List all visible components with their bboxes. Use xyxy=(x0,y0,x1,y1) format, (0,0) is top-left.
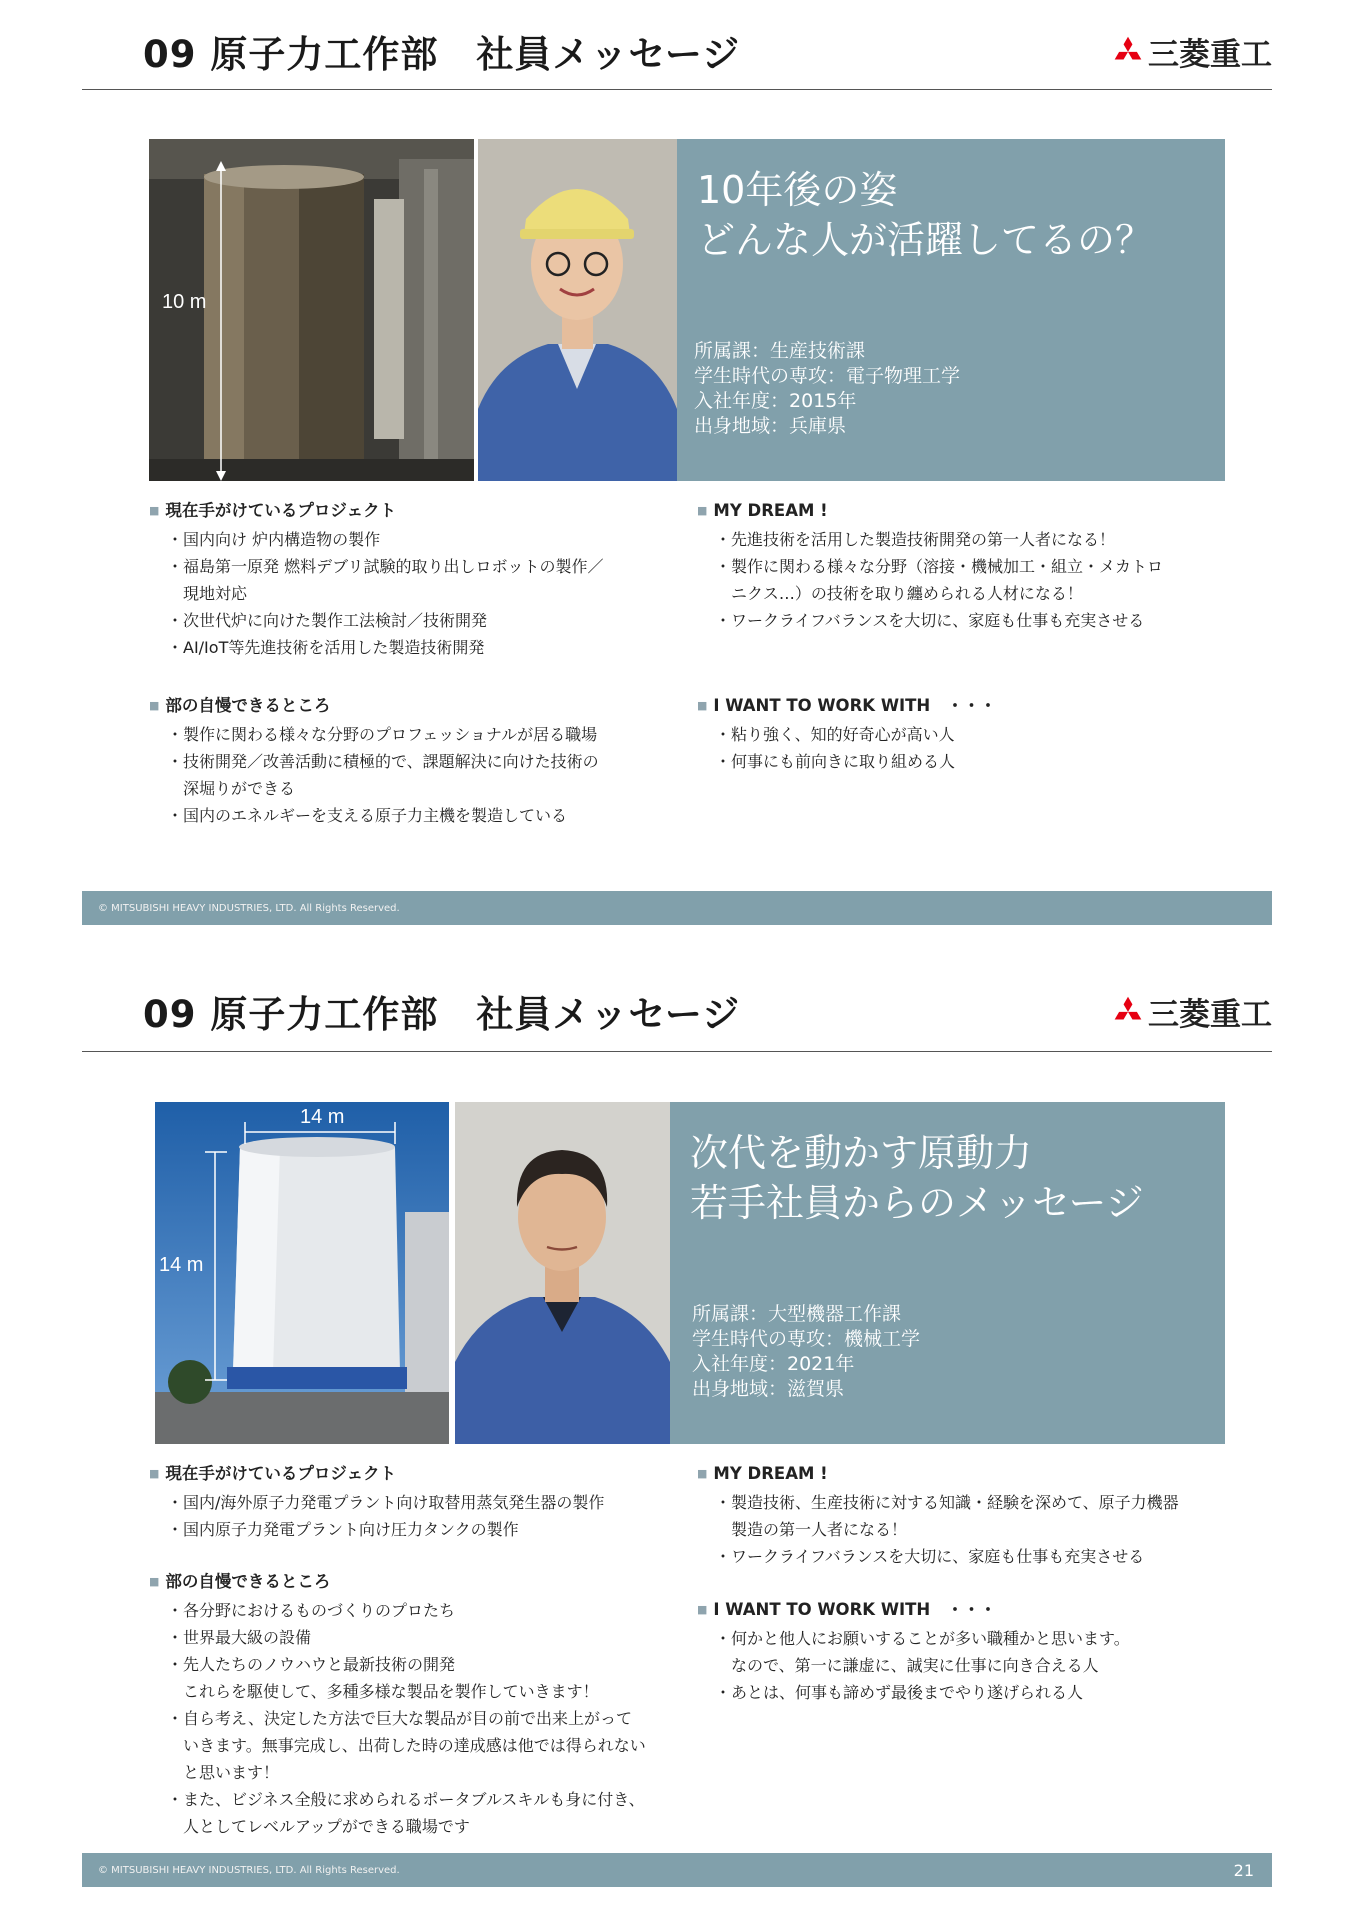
width-dimension-label: 14 m xyxy=(300,1106,345,1128)
list-item: ・ 国内/海外原子力発電プラント向け取替用蒸気発生器の製作 xyxy=(169,1489,689,1516)
profile-panel xyxy=(677,139,1225,481)
list-item: ・ 製作に関わる様々な分野（溶接・機械加工・組立・メカトロ ニクス…）の技術を取り纏められる人材になる！ xyxy=(717,553,1257,607)
list-item: ・ 次世代炉に向けた製作工法検討／技術開発 xyxy=(169,607,679,634)
mhi-logo xyxy=(1112,990,1272,1032)
list-item: ・ AI/IoT等先進技術を活用した製造技術開発 xyxy=(169,634,679,661)
list-item: ・ また、ビジネス全般に求められるポータブルスキルも身に付き、 人としてレベルアップができる職場です xyxy=(169,1786,689,1840)
header-divider xyxy=(82,1051,1272,1052)
logo-text: 三菱重工 xyxy=(1148,996,1272,1033)
section-heading: ■ 部の自慢できるところ xyxy=(149,692,679,721)
list-item: ・ 製作に関わる様々な分野のプロフェッショナルが居る職場 xyxy=(169,721,679,748)
copyright: © MITSUBISHI HEAVY INDUSTRIES, LTD. All Rights Reserved. xyxy=(98,903,400,914)
list-item: ・ ワークライフバランスを大切に、家庭も仕事も充実させる xyxy=(717,607,1257,634)
pride-section xyxy=(149,692,679,829)
major: 学生時代の専攻：機械工学 xyxy=(692,1328,921,1350)
employee-portrait xyxy=(478,139,677,481)
logo-text: 三菱重工 xyxy=(1148,36,1272,73)
profile-info xyxy=(692,1302,920,1402)
list-item: ・ 世界最大級の設備 xyxy=(169,1624,689,1651)
dimension-label: 10 m xyxy=(162,291,207,313)
section-heading: ■ 現在手がけているプロジェクト xyxy=(149,497,679,526)
footer-bar xyxy=(82,1853,1272,1887)
work-with-section xyxy=(697,1596,1257,1706)
list-item: ・ ワークライフバランスを大切に、家庭も仕事も充実させる xyxy=(717,1543,1257,1570)
list-item: ・ 各分野におけるものづくりのプロたち xyxy=(169,1597,689,1624)
section-heading: ■ I WANT TO WORK WITH ・・・ xyxy=(697,1596,1257,1625)
list-item: ・ 福島第一原発 燃料デブリ試験的取り出しロボットの製作／ 現地対応 xyxy=(169,553,679,607)
header-divider xyxy=(82,89,1272,90)
list-item: ・ 自ら考え、決定した方法で巨大な製品が目の前で出来上がって いきます。無事完成し、出荷した時の達成感は他では得られない と思います！ xyxy=(169,1705,689,1786)
height-dimension-label: 14 m xyxy=(159,1254,204,1276)
list-item: ・ 何かと他人にお願いすることが多い職種かと思います。 なので、第一に謙虚に、誠実に仕事に向き合える人 xyxy=(717,1625,1257,1679)
copyright: © MITSUBISHI HEAVY INDUSTRIES, LTD. All Rights Reserved. xyxy=(98,1865,400,1876)
hometown: 出身地域：兵庫県 xyxy=(694,415,847,437)
footer-bar xyxy=(82,891,1272,925)
department: 所属課：大型機器工作課 xyxy=(692,1303,902,1325)
major: 学生時代の専攻：電子物理工学 xyxy=(694,365,961,387)
hometown: 出身地域：滋賀県 xyxy=(692,1378,845,1400)
profile-info xyxy=(694,339,960,439)
list-item: ・ あとは、何事も諦めず最後までやり遂げられる人 xyxy=(717,1679,1257,1706)
projects-section xyxy=(149,1460,689,1543)
list-item: ・ 何事にも前向きに取り組める人 xyxy=(717,748,1257,775)
equipment-photo xyxy=(155,1102,449,1444)
three-diamonds-icon xyxy=(1112,994,1144,1028)
pride-section xyxy=(149,1568,689,1840)
section-heading: ■ I WANT TO WORK WITH ・・・ xyxy=(697,692,1257,721)
list-item: ・ 製造技術、生産技術に対する知識・経験を深めて、原子力機器 製造の第一人者になる！ xyxy=(717,1489,1257,1543)
list-item: ・ 国内向け 炉内構造物の製作 xyxy=(169,526,679,553)
three-diamonds-icon xyxy=(1112,34,1144,68)
list-item: ・ 粘り強く、知的好奇心が高い人 xyxy=(717,721,1257,748)
employee-portrait xyxy=(455,1102,670,1444)
page-title: 09 原子力工作部 社員メッセージ xyxy=(143,993,741,1036)
dream-section xyxy=(697,497,1257,634)
list-item: ・ 先人たちのノウハウと最新技術の開発 これらを駆使して、多種多様な製品を製作していきます！ xyxy=(169,1651,689,1705)
page-title: 09 原子力工作部 社員メッセージ xyxy=(143,33,741,76)
work-with-section xyxy=(697,692,1257,775)
profile-panel xyxy=(670,1102,1225,1444)
section-heading: ■ 部の自慢できるところ xyxy=(149,1568,689,1597)
page-number: 21 xyxy=(1233,1861,1254,1880)
list-item: ・ 国内のエネルギーを支える原子力主機を製造している xyxy=(169,802,679,829)
join-year: 入社年度：2015年 xyxy=(694,390,857,412)
section-heading: ■ 現在手がけているプロジェクト xyxy=(149,1460,689,1489)
department: 所属課：生産技術課 xyxy=(694,340,866,362)
dream-section xyxy=(697,1460,1257,1570)
section-heading: ■ MY DREAM ! xyxy=(697,497,1257,526)
panel-heading: 10年後の姿 どんな人が活躍してるの？ xyxy=(697,168,1154,262)
list-item: ・ 国内原子力発電プラント向け圧力タンクの製作 xyxy=(169,1516,689,1543)
panel-heading: 次代を動かす原動力 若手社員からのメッセージ xyxy=(690,1131,1144,1225)
list-item: ・ 先進技術を活用した製造技術開発の第一人者になる！ xyxy=(717,526,1257,553)
mhi-logo xyxy=(1112,30,1272,72)
equipment-photo xyxy=(149,139,474,481)
slide-2 xyxy=(0,960,1351,1920)
projects-section xyxy=(149,497,679,661)
section-heading: ■ MY DREAM ! xyxy=(697,1460,1257,1489)
join-year: 入社年度：2021年 xyxy=(692,1353,855,1375)
list-item: ・ 技術開発／改善活動に積極的で、課題解決に向けた技術の 深堀りができる xyxy=(169,748,679,802)
